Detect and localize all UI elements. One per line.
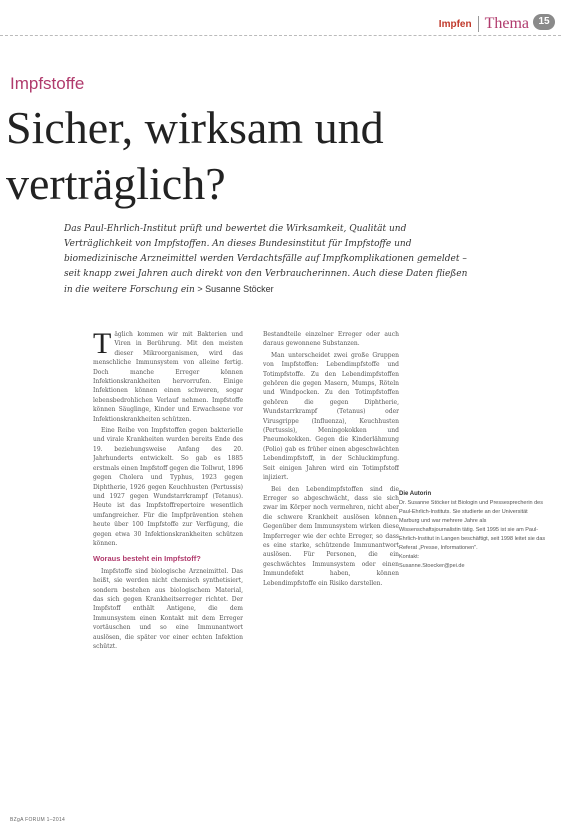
paragraph: Man unterscheidet zwei große Gruppen von Impfstoffen: Lebendimpfstoffe und Totimpfstoffe. Zu den Lebendimpfstoffen gehören die gegen Masern, Mumps, Röteln und Windpocken. Zu den Totimpfstoffen gehören die gegen Diphtherie, Wundstarrkrampf (Tetanus) oder Virusgrippe (Influenza), Keuchhusten (Pertussis), Meningokokken und Pneumokokken. Gegen die Kinderlähmung (Polio) gab es früher einen abgeschwächten Lebendimpfstoff, in der Schluckimpfung. Seit einigen Jahren wird ein Totimpfstoff injiziert. (263, 351, 399, 482)
section-tag (439, 15, 529, 33)
header-rule (0, 35, 561, 36)
subheading: Woraus besteht ein Impfstoff? (93, 554, 201, 564)
text-column-1 (93, 330, 243, 810)
section-label: Impfen (438, 18, 472, 30)
author-box (399, 490, 549, 571)
author-email-link[interactable]: Susanne.Stoecker@pei.de (399, 563, 465, 569)
paragraph: Impfstoffe sind biologische Arzneimittel. Das heißt, sie werden nicht chemisch synthetisiert, sondern bestehen aus biologischem Material, das sich gegen Krankheitserreger richtet. Der Impfstoff enthält Antigene, die dem Immunsystem einen Kontakt mit dem Erreger vortäuschen und so eine Immunantwort auslösen, die später vor einer echten Infektion schützt. (93, 567, 243, 650)
article-kicker: Impfstoffe (10, 74, 85, 93)
paragraph: äglich kommen wir mit Bakterien und Viren in Berührung. Mit den meisten dieser Mikroorganismen, wird das menschliche Immunsystem von alleine fertig. Doch manche Erreger können Infektionskrankheiten hervorrufen. Einige Infektionen können einen schweren, sogar lebensbedrohlichen Verlauf nehmen. Impfstoffe können Säuglinge, Kinder und Erwachsene vor Infektionskrankheiten schützen. (93, 331, 243, 423)
dropcap: T (93, 330, 112, 360)
article-headline: Sicher, wirksam und verträglich? (6, 102, 384, 209)
author-contact-label: Kontakt: (399, 554, 420, 560)
paragraph: Bei den Lebendimpfstoffen sind die Erreger so abgeschwächt, dass sie sich zwar im Körper noch vermehren, nicht aber die schwere Krankheit auslösen können. Gegenüber dem Immunsystem wirken diese Impferreger wie der echte Erreger, so dass es eine starke, schützende Immunantwort auslösen. Für Personen, die ein geschwächtes Immunsystem oder einen Immundefekt haben, können Lebendimpfstoffe ein Risiko darstellen. (263, 485, 399, 587)
lead-text: Das Paul-Ehrlich-Institut prüft und bewertet die Wirksamkeit, Qualität und Verträglichkeit von Impfstoffen. An dieses Bundesinstitut für Impfstoffe und biomedizinische Arzneimittel werden Verdachtsfälle auf Impfkomplikationen gemeldet – seit knapp zwei Jahren auch direkt von den Verbraucherinnen. Auch diese Daten fließen in die weitere Forschung ein (64, 224, 468, 295)
text-column-2 (263, 330, 399, 810)
paragraph: Bestandteile einzelner Erreger oder auch daraus gewonnene Substanzen. (263, 331, 399, 348)
topic-label: Thema (484, 15, 529, 32)
page-footer: BZgA FORUM 1–2014 (10, 817, 66, 823)
section-separator (478, 16, 479, 32)
author-box-text: Dr. Susanne Stöcker ist Biologin und Pressesprecherin des Paul-Ehrlich-Instituts. Sie studierte an der Universität Marburg und war mehrere Jahre als Wissenschaftsjournalistin tätig. Seit 1995 ist sie am Paul-Ehrlich-Institut in Langen beschäftigt, seit 1998 leitet sie das Referat „Presse, Informationen". (399, 500, 546, 551)
paragraph: Eine Reihe von Impfstoffen gegen bakterielle und virale Krankheiten wurden bereits Ende des 19. beziehungsweise Anfang des 20. Jahrhunderts entwickelt. So gab es 1885 erstmals einen Impfstoff gegen die Tollwut, 1896 gegen Cholera und Typhus, 1923 gegen Diphtherie, 1926 gegen Keuchhusten (Pertussis) und 1927 gegen Wundstarrkrampf (Tetanus). Heute ist das Impfstoffrepertoire wesentlich umfangreicher. Für die Impfprävention stehen heute über 100 Impfstoffe zur Verfügung, die gegen etwa 30 Infektionskrankheiten schützen können. (93, 427, 243, 547)
byline: > Susanne Stöcker (194, 284, 274, 294)
page-number: 15 (533, 14, 555, 30)
article-lead (64, 222, 476, 298)
author-box-title: Die Autorin (399, 491, 432, 497)
